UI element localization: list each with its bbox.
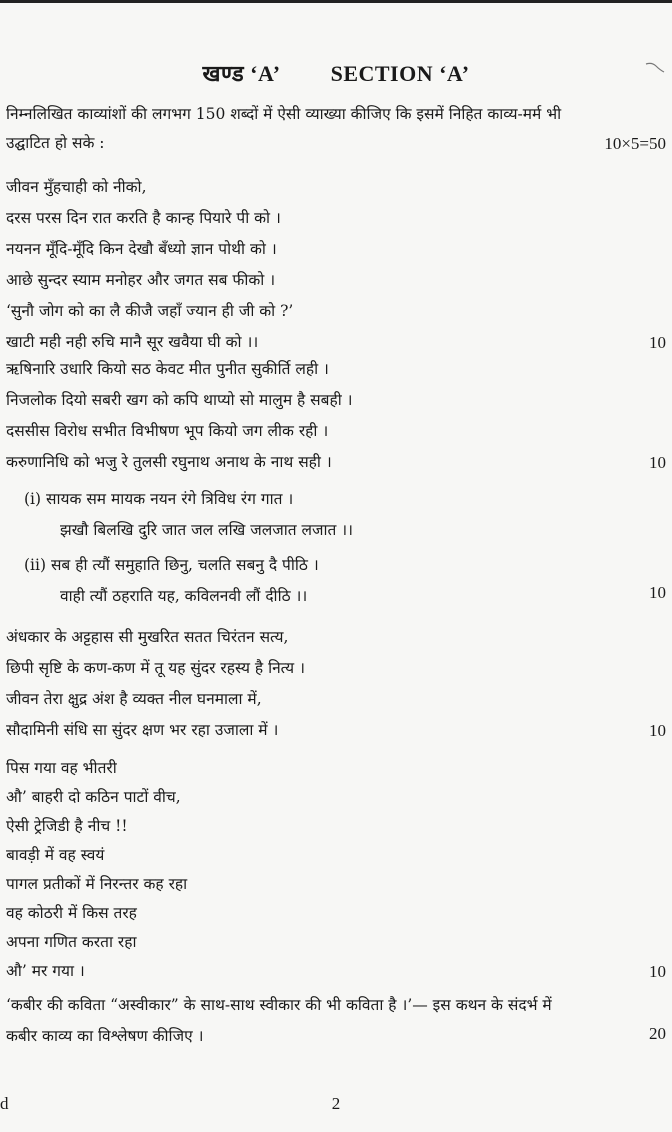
q3-part-2-text-1: सब ही त्यौं समुहाति छिनु, चलति सबनु दै पीठि । xyxy=(50,556,319,574)
q5-line-8: औ’ मर गया । xyxy=(6,962,85,980)
q3-part-1-text-1: सायक सम मायक नयन रंगे त्रिविध रंग गात । xyxy=(46,490,294,508)
instruction-line-2: उद्घाटित हो सके : xyxy=(6,134,105,152)
q3-part-2-line-2 xyxy=(24,581,666,612)
q4-line-2: छिपी सृष्टि के कण-कण में तू यह सुंदर रहस्य है नित्य । xyxy=(6,659,305,677)
q5-line-2: औ’ बाहरी दो कठिन पाटों वीच, xyxy=(6,788,181,806)
q3-part-1-line-2 xyxy=(24,515,666,546)
instruction xyxy=(6,100,666,158)
q5-line-4: बावड़ी में वह स्वयं xyxy=(6,846,105,864)
question-2 xyxy=(6,354,666,478)
q5-marks: 10 xyxy=(649,962,666,981)
instruction-marks: 10×5=50 xyxy=(604,134,666,153)
q4-line-3: जीवन तेरा क्षुद्र अंश है व्यक्त नील घनमाला में, xyxy=(6,690,262,708)
q5-line-1: पिस गया वह भीतरी xyxy=(6,759,117,777)
q6-marks: 20 xyxy=(649,1024,666,1043)
q5-line-6: वह कोठरी में किस तरह xyxy=(6,904,137,922)
question-4 xyxy=(6,622,666,746)
q1-line-1: जीवन मुँहचाही को नीको, xyxy=(6,178,147,196)
question-6 xyxy=(6,990,666,1052)
section-heading xyxy=(0,58,672,88)
q5-line-7: अपना गणित करता रहा xyxy=(6,933,137,951)
q2-line-4: करुणानिधि को भजु रे तुलसी रघुनाथ अनाथ के नाथ सही । xyxy=(6,453,332,471)
q1-line-2: दरस परस दिन रात करति है कान्ह पियारे पी को । xyxy=(6,209,281,227)
instruction-line-1: निम्नलिखित काव्यांशों की लगभग 150 शब्दों में ऐसी व्याख्या कीजिए कि इसमें निहित काव्य-मर्म भी xyxy=(6,105,562,123)
q5-line-5: पागल प्रतीकों में निरन्तर कह रहा xyxy=(6,875,188,893)
page-number: 2 xyxy=(331,1094,341,1113)
q1-marks: 10 xyxy=(649,333,666,352)
q2-line-1: ऋषिनारि उधारि कियो सठ केवट मीत पुनीत सुकीर्ति लही । xyxy=(6,360,329,378)
q6-line-2: कबीर काव्य का विश्लेषण कीजिए । xyxy=(6,1027,204,1045)
q1-line-3: नयनन मूँदि-मूँदि किन देखौ बँध्यो ज्ञान पोथी को । xyxy=(6,240,277,258)
question-1 xyxy=(6,172,666,358)
question-5 xyxy=(6,754,666,986)
q4-line-1: अंधकार के अट्टहास सी मुखरित सतत चिरंतन सत्य, xyxy=(6,628,289,646)
heading-hindi: खण्ड ‘A’ xyxy=(202,61,281,86)
footer-left-fragment: d xyxy=(0,1094,9,1113)
top-border xyxy=(0,0,672,3)
q4-marks: 10 xyxy=(649,721,666,740)
question-3 xyxy=(6,484,666,612)
q3-part-2-line-1 xyxy=(24,550,666,581)
q1-line-4: आछे सुन्दर स्याम मनोहर और जगत सब फीको । xyxy=(6,271,276,289)
q3-part-1-text-2: झखौ बिलखि दुरि जात जल लखि जलजात लजात ।। xyxy=(60,521,354,539)
q4-line-4: सौदामिनी संधि सा सुंदर क्षण भर रहा उजाला में । xyxy=(6,721,279,739)
q3-marks: 10 xyxy=(649,583,666,602)
q3-part-1-label: (i) xyxy=(24,490,42,508)
q1-line-6: खाटी मही नही रुचि मानै सूर खवैया घी को ।। xyxy=(6,333,259,351)
q3-part-1-line-1 xyxy=(24,484,666,515)
q2-marks: 10 xyxy=(649,453,666,472)
q3-part-2-text-2: वाही त्यौं ठहराति यह, कविलनवी लौं दीठि ।। xyxy=(60,587,308,605)
q5-line-3: ऐसी ट्रेजिडी है नीच !! xyxy=(6,817,128,835)
q2-line-2: निजलोक दियो सबरी खग को कपि थाप्यो सो मालुम है सबही । xyxy=(6,391,353,409)
q2-line-3: दससीस विरोध सभीत विभीषण भूप कियो जग लीक रही । xyxy=(6,422,329,440)
q6-line-1: ‘कबीर की कविता “अस्वीकार” के साथ-साथ स्वीकार की भी कविता है ।’— इस कथन के संदर्भ में xyxy=(6,996,552,1014)
q1-line-5: ‘सुनौ जोग को का लै कीजै जहाँ ज्यान ही जी को ?’ xyxy=(6,302,294,320)
heading-english: SECTION ‘A’ xyxy=(330,61,470,86)
q3-part-2-label: (ii) xyxy=(24,556,47,574)
